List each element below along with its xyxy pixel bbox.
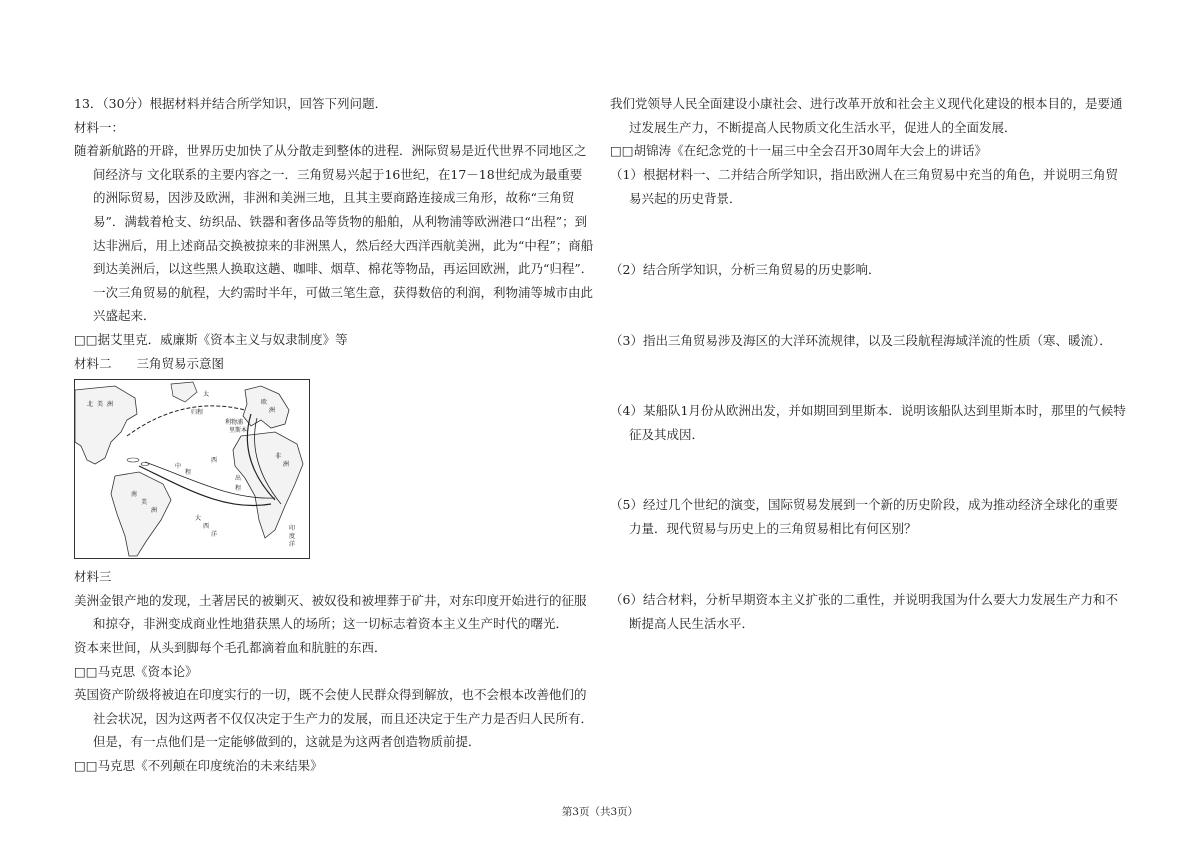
map-label: 西 bbox=[211, 457, 218, 465]
map-label: 欧 bbox=[261, 399, 268, 407]
map-label: 中 bbox=[175, 463, 182, 471]
question-title: 13．（30分）根据材料并结合所学知识，回答下列问题． bbox=[74, 96, 388, 111]
map-label: 美 bbox=[141, 499, 148, 507]
page-footer: 第3页（共3页） bbox=[561, 806, 639, 818]
material-3-source-2: □□马克思《不列颠在印度统治的未来结果》 bbox=[74, 757, 323, 773]
material-1-text: 随着新航路的开辟，世界历史加快了从分散走到整体的进程．洲际贸易是近代世界不同地区之间经济与 文化联系的主要内容之一．三角贸易兴起于16世纪，在17－18世纪成为最重要的洲际贸易，因涉及欧洲，非洲和美洲三地，且其主要商路连接成三角形，故称“三角贸易”．满载着枪支、纺织品、铁器和奢侈品等货物的船舶，从利物浦等欧洲港口“出程”；到达非洲后，用上述商品交换被掠来的非洲黑人，然后经大西洋西航美洲，此为“中程”；商船到达美洲后，以这些黑人换取这趟、咖啡、烟草、棉花等物品，再运回欧洲，此乃“归程”．一次三角贸易的航程，大约需时半年，可做三笔生意，获得数倍的利润，利物浦等城市由此兴盛起来． bbox=[74, 143, 594, 324]
map-label: 洋 bbox=[289, 541, 296, 549]
material-1-label: 材料一： bbox=[74, 119, 125, 135]
quote-source: □□胡锦涛《在纪念党的十一届三中全会召开30周年大会上的讲话》 bbox=[610, 143, 988, 158]
map-label: 美 bbox=[97, 401, 104, 409]
left-column bbox=[74, 92, 594, 777]
quote-text: 我们党领导人民全面建设小康社会、进行改革开放和社会主义现代化建设的根本目的，是要通过发展生产力，不断提高人民物质文化生活水平，促进人的全面发展． bbox=[610, 96, 1123, 135]
material-2-label: 材料二 三角贸易示意图 bbox=[74, 355, 225, 371]
map-label: 北 bbox=[87, 401, 94, 409]
map-label: 洲 bbox=[283, 461, 290, 469]
question-4: （4）某船队1月份从欧洲出发，并如期回到里斯本．说明该船队达到里斯本时，那里的气候特征及其成因． bbox=[610, 403, 1126, 442]
map-label: 印 bbox=[289, 525, 296, 533]
map-label: 程 bbox=[235, 485, 242, 493]
map-label: 非 bbox=[275, 453, 282, 461]
map-label: 南 bbox=[131, 491, 138, 499]
map-label: 洲 bbox=[107, 401, 114, 409]
material-3-label: 材料三 bbox=[74, 569, 112, 585]
map-label: 里斯本 bbox=[229, 427, 248, 435]
question-3: （3）指出三角贸易涉及海区的大洋环流规律，以及三段航程海域洋流的性质（寒、暖流）． bbox=[610, 333, 1112, 348]
map-label: 利物浦 bbox=[225, 419, 244, 427]
triangle-trade-map bbox=[74, 379, 310, 559]
map-label: 程 bbox=[185, 469, 192, 477]
map-label: 西 bbox=[203, 523, 210, 531]
material-3-source-1: □□马克思《资本论》 bbox=[74, 663, 198, 679]
material-3-para-3: 英国资产阶级将被迫在印度实行的一切，既不会使人民群众得到解放，也不会根本改善他们的社会状况，因为这两者不仅仅决定于生产力的发展，而且还决定于生产力是否归人民所有．但是，有一点他们是一定能够做到的，这就是为这两者创造物质前提． bbox=[74, 687, 594, 750]
map-label: 洋 bbox=[211, 531, 218, 539]
material-1-source: □□据艾里克．威廉斯《资本主义与奴隶制度》等 bbox=[74, 331, 348, 347]
map-label: 出 bbox=[235, 475, 242, 483]
question-1: （1）根据材料一、二并结合所学知识，指出欧洲人在三角贸易中充当的角色，并说明三角贸易兴起的历史背景． bbox=[610, 167, 1118, 206]
map-label: 大 bbox=[195, 515, 202, 523]
question-5: （5）经过几个世纪的演变，国际贸易发展到一个新的历史阶段，成为推动经济全球化的重要力量．现代贸易与历史上的三角贸易相比有何区别？ bbox=[610, 497, 1118, 536]
map-label: 度 bbox=[289, 533, 296, 541]
map-label: 洲 bbox=[269, 407, 276, 415]
map-label: 太 bbox=[203, 391, 210, 399]
map-label: 洲 bbox=[151, 507, 158, 515]
map-label: 归程 bbox=[191, 409, 204, 417]
material-3-para-2: 资本来世间，从头到脚每个毛孔都滴着血和肮脏的东西． bbox=[74, 639, 387, 655]
material-3-para-1: 美洲金银产地的发现，土著居民的被剿灭、被奴役和被埋葬于矿井，对东印度开始进行的征服和掠夺，非洲变成商业性地猎获黑人的场所；这一切标志着资本主义生产时代的曙光． bbox=[74, 592, 587, 632]
question-6: （6）结合材料，分析早期资本主义扩张的二重性，并说明我国为什么要大力发展生产力和不断提高人民生活水平． bbox=[610, 592, 1118, 631]
question-2: （2）结合所学知识，分析三角贸易的历史影响． bbox=[610, 262, 881, 277]
right-column bbox=[610, 92, 1130, 692]
